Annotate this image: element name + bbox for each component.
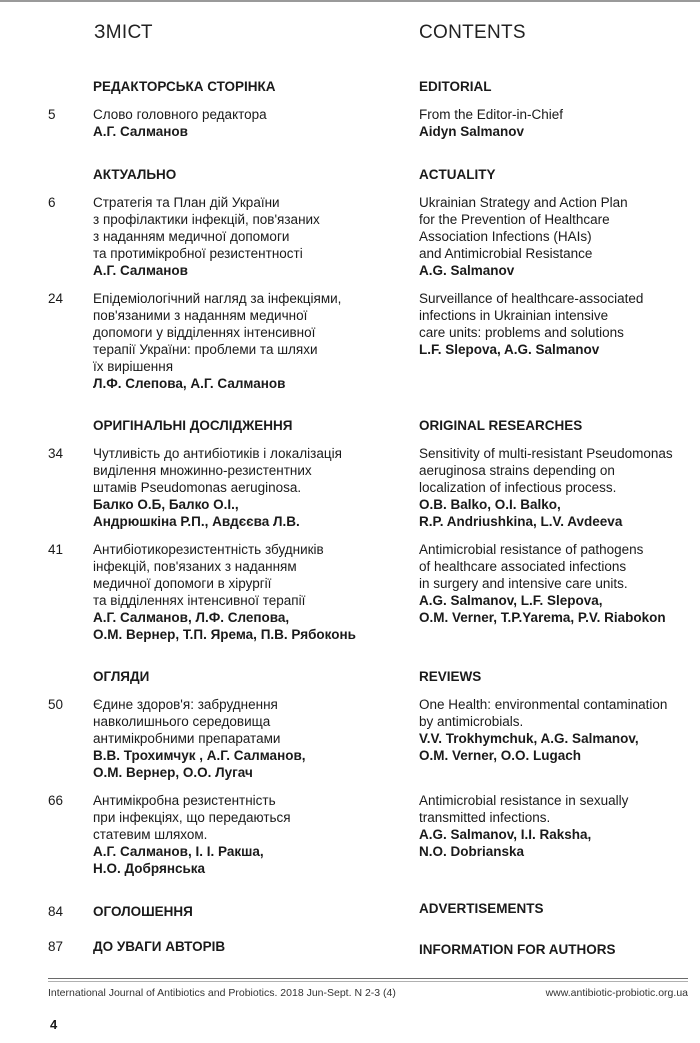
article-title-en: One Health: environmental contamination by antimicrobials. — [419, 697, 668, 729]
section-heading-editorial-en: EDITORIAL — [419, 79, 492, 94]
contents-header-uk: ЗМІСТ — [94, 22, 153, 43]
journal-citation: International Journal of Antibiotics and Probiotics. 2018 Jun-Sept. N 2-3 (4) — [48, 987, 396, 999]
section-heading-reviews-uk: ОГЛЯДИ — [93, 669, 150, 684]
section-heading-authors-info-en: INFORMATION FOR AUTHORS — [419, 942, 616, 957]
page-number: 24 — [48, 291, 64, 306]
article-authors-en: Aidyn Salmanov — [419, 124, 525, 139]
footer-rule — [48, 978, 688, 979]
article-title-uk: Єдине здоров'я: забруднення навколишнього середовища антимікробними препаратами — [93, 697, 281, 746]
contents-header-en: CONTENTS — [419, 22, 526, 43]
article-title-uk: Епідеміологічний нагляд за інфекціями, пов'язаними з наданням медичної допомоги у відділеннях інтенсивної терапії України: проблеми та шляхи їх вирішення — [93, 291, 342, 374]
article-title-uk: Антибіотикорезистентність збудників інфекцій, пов'язаних з наданням медичної допомоги в хірургії та відділеннях інтенсивної терапії — [93, 542, 324, 608]
page-number: 6 — [48, 195, 56, 210]
article-authors-uk: В.В. Трохимчук , А.Г. Салманов, О.М. Вернер, О.О. Лугач — [93, 748, 306, 780]
article-authors-uk: А.Г. Салманов, І. І. Ракша, Н.О. Добрянська — [93, 844, 264, 876]
article-title-en: Sensitivity of multi-resistant Pseudomonas aeruginosa strains depending on localization of infectious process. — [419, 446, 673, 495]
section-heading-original-uk: ОРИГІНАЛЬНІ ДОСЛІДЖЕННЯ — [93, 418, 293, 433]
article-authors-uk: А.Г. Салманов — [93, 124, 188, 139]
page-number: 50 — [48, 697, 64, 712]
page-number: 84 — [48, 904, 64, 919]
journal-website: www.antibiotic-probiotic.org.ua — [545, 987, 688, 999]
toc-column-uk — [48, 0, 388, 1000]
article-authors-uk: А.Г. Салманов, Л.Ф. Слепова, О.М. Вернер, Т.П. Ярема, П.В. Рябоконь — [93, 610, 356, 642]
section-heading-actuality-en: ACTUALITY — [419, 167, 496, 182]
page-number: 5 — [48, 107, 56, 122]
page-number-footer: 4 — [50, 1017, 58, 1032]
footer-rule-secondary — [48, 981, 688, 982]
page-number: 41 — [48, 542, 64, 557]
article-title-uk: Стратегія та План дій України з профілактики інфекцій, пов'язаних з наданням медичної допомоги та протимікробної резистентності — [93, 195, 320, 261]
article-authors-en: V.V. Trokhymchuk, A.G. Salmanov, O.M. Verner, O.O. Lugach — [419, 731, 639, 763]
article-authors-uk: А.Г. Салманов — [93, 263, 188, 278]
article-title-uk: Чутливість до антибіотиків і локалізація виділення множинно-резистентних штамів Pseudomonas aeruginosa. — [93, 446, 342, 495]
article-authors-uk: Л.Ф. Слепова, А.Г. Салманов — [93, 376, 286, 391]
section-heading-authors-info-uk: ДО УВАГИ АВТОРІВ — [93, 939, 226, 954]
page-number: 34 — [48, 446, 64, 461]
page-number: 87 — [48, 939, 64, 954]
article-authors-en: A.G. Salmanov, L.F. Slepova, O.M. Verner, T.P.Yarema, P.V. Riabokon — [419, 593, 666, 625]
toc-column-en — [419, 0, 689, 1000]
section-heading-advertisements-en: ADVERTISEMENTS — [419, 901, 544, 916]
article-title-en: Antimicrobial resistance in sexually transmitted infections. — [419, 793, 629, 825]
article-title-en: Ukrainian Strategy and Action Plan for the Prevention of Healthcare Association Infections (HAIs) and Antimicrobial Resistance — [419, 195, 628, 261]
article-title-en: From the Editor-in-Chief — [419, 107, 564, 122]
page-number: 66 — [48, 793, 64, 808]
article-authors-en: A.G. Salmanov, I.I. Raksha, N.O. Dobrianska — [419, 827, 592, 859]
article-authors-en: A.G. Salmanov — [419, 263, 515, 278]
section-heading-advertisements-uk: ОГОЛОШЕННЯ — [93, 904, 193, 919]
section-heading-reviews-en: REVIEWS — [419, 669, 482, 684]
section-heading-actuality-uk: АКТУАЛЬНО — [93, 167, 177, 182]
article-authors-en: L.F. Slepova, A.G. Salmanov — [419, 342, 600, 357]
article-authors-uk: Балко О.Б, Балко О.І., Андрюшкіна Р.П., Авдєєва Л.В. — [93, 497, 300, 529]
section-heading-original-en: ORIGINAL RESEARCHES — [419, 418, 583, 433]
article-title-en: Antimicrobial resistance of pathogens of healthcare associated infections in surgery and intensive care units. — [419, 542, 644, 591]
article-title-uk: Антимікробна резистентність при інфекціях, що передаються статевим шляхом. — [93, 793, 291, 842]
section-heading-editorial-uk: РЕДАКТОРСЬКА СТОРІНКА — [93, 79, 276, 94]
article-authors-en: O.B. Balko, O.I. Balko, R.P. Andriushkina, L.V. Avdeeva — [419, 497, 623, 529]
article-title-uk: Слово головного редактора — [93, 107, 267, 122]
article-title-en: Surveillance of healthcare-associated infections in Ukrainian intensive care units: problems and solutions — [419, 291, 644, 340]
